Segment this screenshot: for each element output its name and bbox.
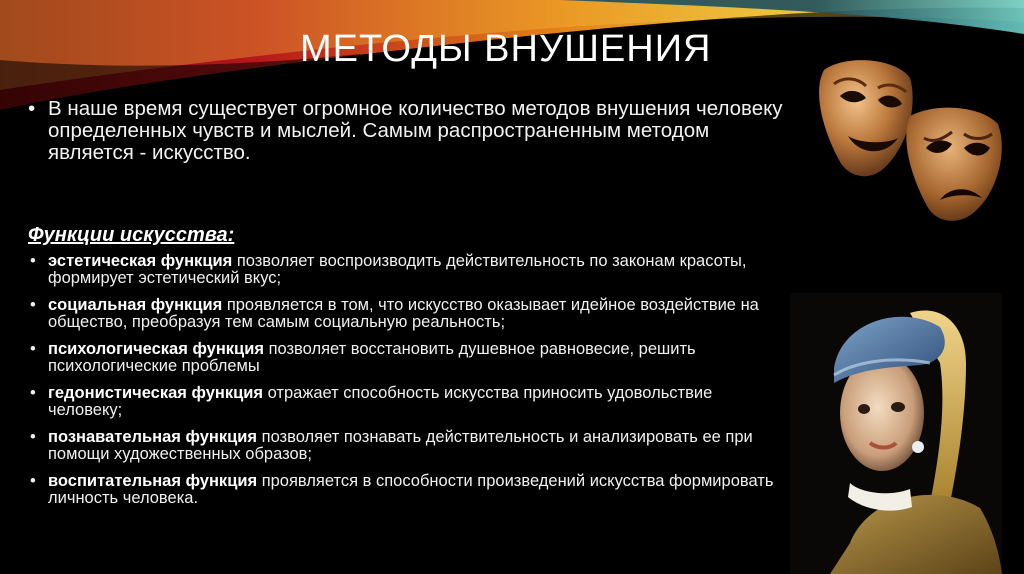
function-description: проявляется в способности произведений искусства формировать личность человека.	[48, 472, 774, 507]
bullet-marker: •	[30, 428, 36, 446]
function-name: социальная функция	[48, 296, 223, 314]
theatre-masks-image	[786, 44, 1024, 230]
functions-list	[28, 253, 778, 517]
function-description: проявляется в том, что искусство оказывает идейное воздействие на общество, преобразуя тем самым социальную реальность;	[48, 296, 759, 331]
function-name: психологическая функция	[48, 340, 264, 358]
function-name: познавательная функция	[48, 428, 258, 446]
bullet-marker: •	[30, 472, 36, 490]
list-item	[28, 297, 778, 331]
bullet-marker: •	[30, 252, 36, 270]
portrait-painting-image	[790, 293, 1002, 574]
function-description: позволяет воспроизводить действительность по законам красоты, формирует эстетический вкус;	[48, 252, 747, 287]
intro-paragraph	[28, 98, 788, 164]
function-description: позволяет восстановить душевное равновесие, решить психологические проблемы	[48, 340, 696, 375]
comedy-mask-icon	[819, 60, 913, 176]
list-item	[28, 341, 778, 375]
bullet-marker: •	[30, 384, 36, 402]
intro-text: В наше время существует огромное количество методов внушения человеку определенных чувств и мыслей. Самым распространенным методом является - искусство.	[48, 97, 783, 164]
bullet-marker: •	[30, 296, 36, 314]
slide-title: МЕТОДЫ ВНУШЕНИЯ	[300, 28, 712, 70]
functions-subheading: Функции искусства:	[28, 224, 235, 246]
pearl-earring-icon	[912, 441, 924, 453]
function-name: эстетическая функция	[48, 252, 233, 270]
bullet-marker: •	[30, 340, 36, 358]
list-item	[28, 429, 778, 463]
tragedy-mask-icon	[906, 108, 1002, 221]
function-description: позволяет познавать действительность и анализировать ее при помощи художественных образов;	[48, 428, 753, 463]
list-item	[28, 473, 778, 507]
function-name: воспитательная функция	[48, 472, 258, 490]
function-description: отражает способность искусства приносить удовольствие человеку;	[48, 384, 713, 419]
bullet-marker: •	[28, 97, 36, 120]
list-item	[28, 253, 778, 287]
function-name: гедонистическая функция	[48, 384, 264, 402]
list-item	[28, 385, 778, 419]
